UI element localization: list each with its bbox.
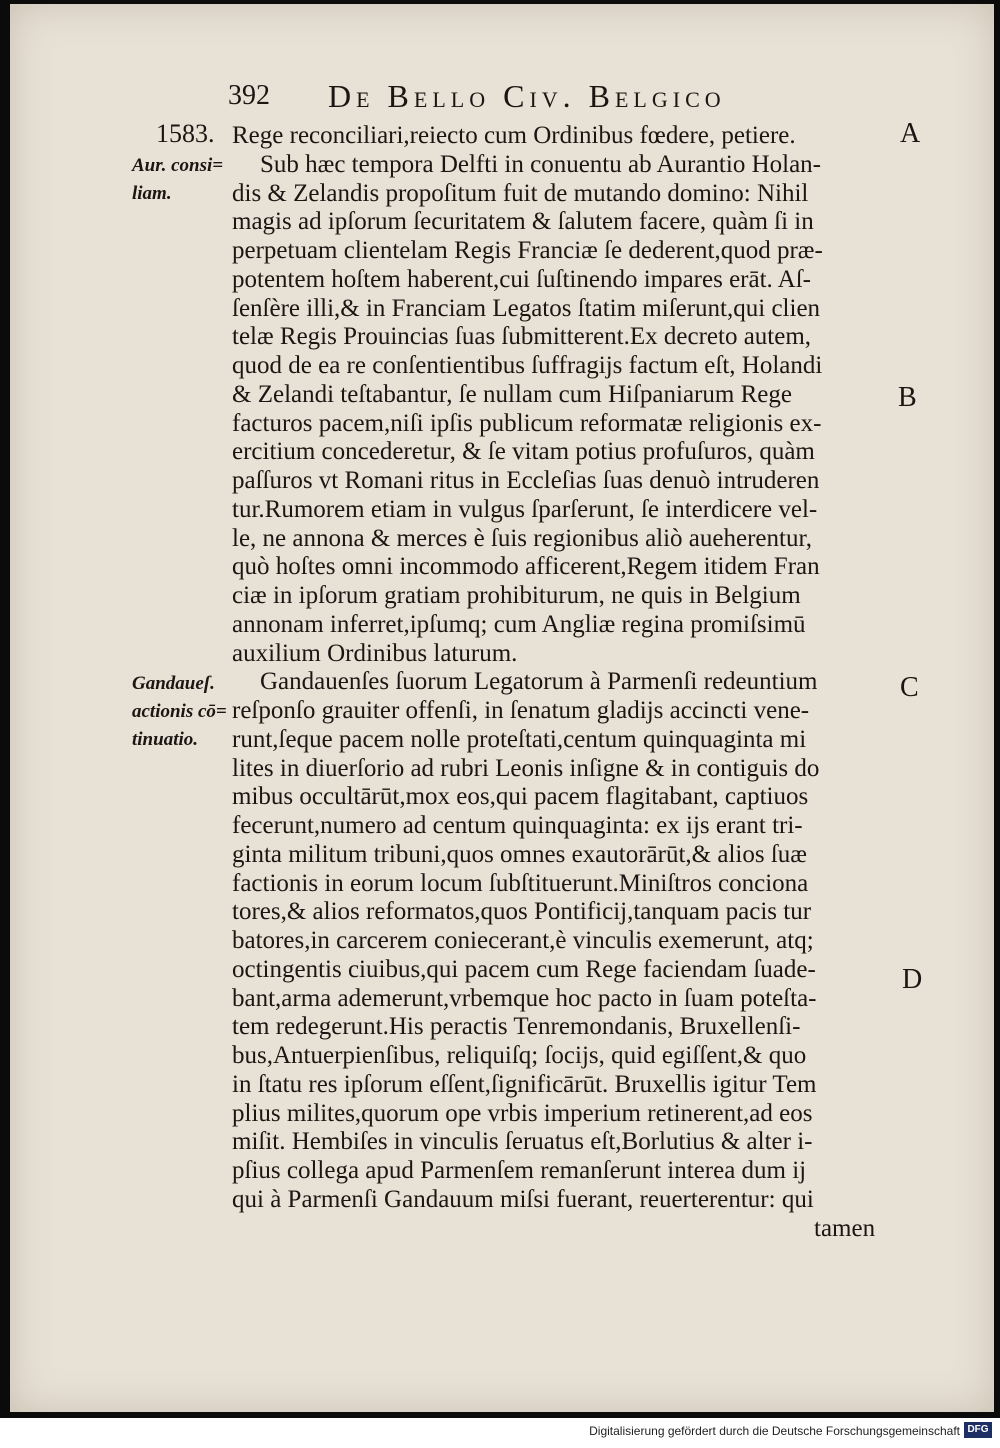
text-line: ciæ in ipſorum gratiam prohibiturum, ne quis in Belgium bbox=[232, 582, 801, 609]
text-line: pſius collega apud Parmenſem remanſerunt interea dum ij bbox=[232, 1157, 807, 1184]
margin-note-line: tinuatio. bbox=[132, 729, 198, 750]
text-line: batores,in carcerem coniecerant,è vinculis exemerunt, atq; bbox=[232, 927, 814, 954]
text-line: fecerunt,numero ad centum quinquaginta: ex ijs erant tri- bbox=[232, 812, 803, 839]
margin-note bbox=[132, 152, 242, 208]
book-page bbox=[10, 4, 994, 1412]
text-line: in ſtatu res ipſorum eſſent,ſignificārūt. Bruxellis igitur Tem bbox=[232, 1070, 817, 1098]
text-line: qui à Parmenſi Gandauum miſsi fuerant, reuerterentur: qui bbox=[232, 1185, 814, 1213]
running-title: De Bello Civ. Belgico bbox=[328, 78, 726, 114]
section-letter: C bbox=[900, 672, 919, 703]
dfg-logo-icon: DFG bbox=[964, 1422, 992, 1438]
text-line: tur.Rumorem etiam in vulgus ſparſerunt, ſe interdicere vel- bbox=[232, 495, 818, 523]
text-line: Rege reconciliari,reiecto cum Ordinibus fœdere, petiere. bbox=[232, 122, 796, 149]
text-line: potentem hoſtem haberent,cui ſuſtinendo impares erāt. Aſ- bbox=[232, 265, 811, 293]
text-line: tores,& alios reformatos,quos Pontificij,tanquam pacis tur bbox=[232, 898, 812, 926]
section-letter: A bbox=[900, 118, 921, 149]
text-line: & Zelandi teſtabantur, ſe nullam cum Hiſpaniarum Rege bbox=[232, 380, 792, 408]
text-line: miſit. Hembiſes in vinculis ſeruatus eſt,Borlutius & alter i- bbox=[232, 1128, 813, 1156]
catchword: tamen bbox=[814, 1214, 876, 1242]
text-line: telæ Regis Prouincias ſuas ſubmitterent.Ex decreto autem, bbox=[232, 323, 812, 351]
text-line: ercitium concederetur, & ſe vitam potius profuſuros, quàm bbox=[232, 438, 815, 466]
year-marginal: 1583. bbox=[156, 119, 215, 148]
margin-note-line: Aur. consi= bbox=[132, 155, 224, 176]
text-line: ginta militum tribuni,quos omnes exautorārūt,& alios ſuæ bbox=[232, 840, 807, 868]
text-line: mibus occultārūt,mox eos,qui pacem flagitabant, captiuos bbox=[232, 783, 809, 811]
text-line: dis & Zelandis propoſitum fuit de mutando domino: Nihil bbox=[232, 179, 809, 207]
margin-note-line: actionis cō= bbox=[132, 701, 227, 722]
section-letter: D bbox=[902, 964, 923, 995]
text-line: facturos pacem,niſi ipſis publicum reformatæ religionis ex- bbox=[232, 409, 822, 437]
text-line: auxilium Ordinibus laturum. bbox=[232, 639, 518, 667]
text-line: Gandauenſes ſuorum Legatorum à Parmenſi redeuntium bbox=[260, 668, 818, 696]
margin-note bbox=[132, 670, 242, 754]
text-line: octingentis ciuibus,qui pacem cum Rege faciendam ſuade- bbox=[232, 955, 816, 983]
text-line: ſenſère illi,& in Franciam Legatos ſtatim miſerunt,qui clien bbox=[232, 294, 821, 322]
body-text bbox=[232, 122, 922, 1243]
text-line: le, ne annona & merces è ſuis regionibus aliò aueherentur, bbox=[232, 524, 813, 552]
text-line: magis ad ipſorum ſecuritatem & ſalutem facere, quàm ſi in bbox=[232, 208, 814, 236]
text-line: quod de ea re conſentientibus ſuffragijs factum eſt, Holandi bbox=[232, 352, 823, 379]
section-letter: B bbox=[898, 382, 917, 413]
text-line: bant,arma ademerunt,vrbemque hoc pacto in ſuam poteſta- bbox=[232, 984, 817, 1012]
text-line: runt,ſeque pacem nolle proteſtati,centum quinquaginta mi bbox=[232, 725, 807, 753]
text-line: lites in diuerſorio ad rubri Leonis inſigne & in contiguis do bbox=[232, 754, 820, 782]
text-line: plius milites,quorum ope vrbis imperium retinerent,ad eos bbox=[232, 1099, 813, 1127]
margin-note-line: Gandaueſ. bbox=[132, 673, 215, 694]
text-line: paſſuros vt Romani ritus in Eccleſias ſuas denuò intruderen bbox=[232, 467, 820, 494]
text-line: tem redegerunt.His peractis Tenremondanis, Bruxellenſi- bbox=[232, 1013, 801, 1041]
text-line: bus,Antuerpienſibus, reliquiſq; ſocijs, quid egiſſent,& quo bbox=[232, 1042, 807, 1069]
text-line: perpetuam clientelam Regis Franciæ ſe dederent,quod præ- bbox=[232, 237, 823, 264]
footer-bar bbox=[0, 1418, 1000, 1448]
running-head bbox=[10, 76, 994, 116]
page-number: 392 bbox=[228, 80, 270, 111]
margin-note-line: liam. bbox=[132, 183, 172, 204]
text-line: Sub hæc tempora Delfti in conuentu ab Aurantio Holan- bbox=[260, 150, 821, 178]
text-line: factionis in eorum locum ſubſtituerunt.Miniſtros conciona bbox=[232, 869, 809, 897]
footer-credit: Digitalisierung gefördert durch die Deutsche Forschungsgemeinschaft bbox=[589, 1424, 960, 1438]
text-line: reſponſo grauiter offenſi, in ſenatum gladijs accincti vene- bbox=[232, 697, 810, 724]
text-line: quò hoſtes omni incommodo afficerent,Regem itidem Fran bbox=[232, 553, 820, 581]
text-line: annonam inferret,ipſumq; cum Angliæ regina promiſsimū bbox=[232, 610, 806, 638]
